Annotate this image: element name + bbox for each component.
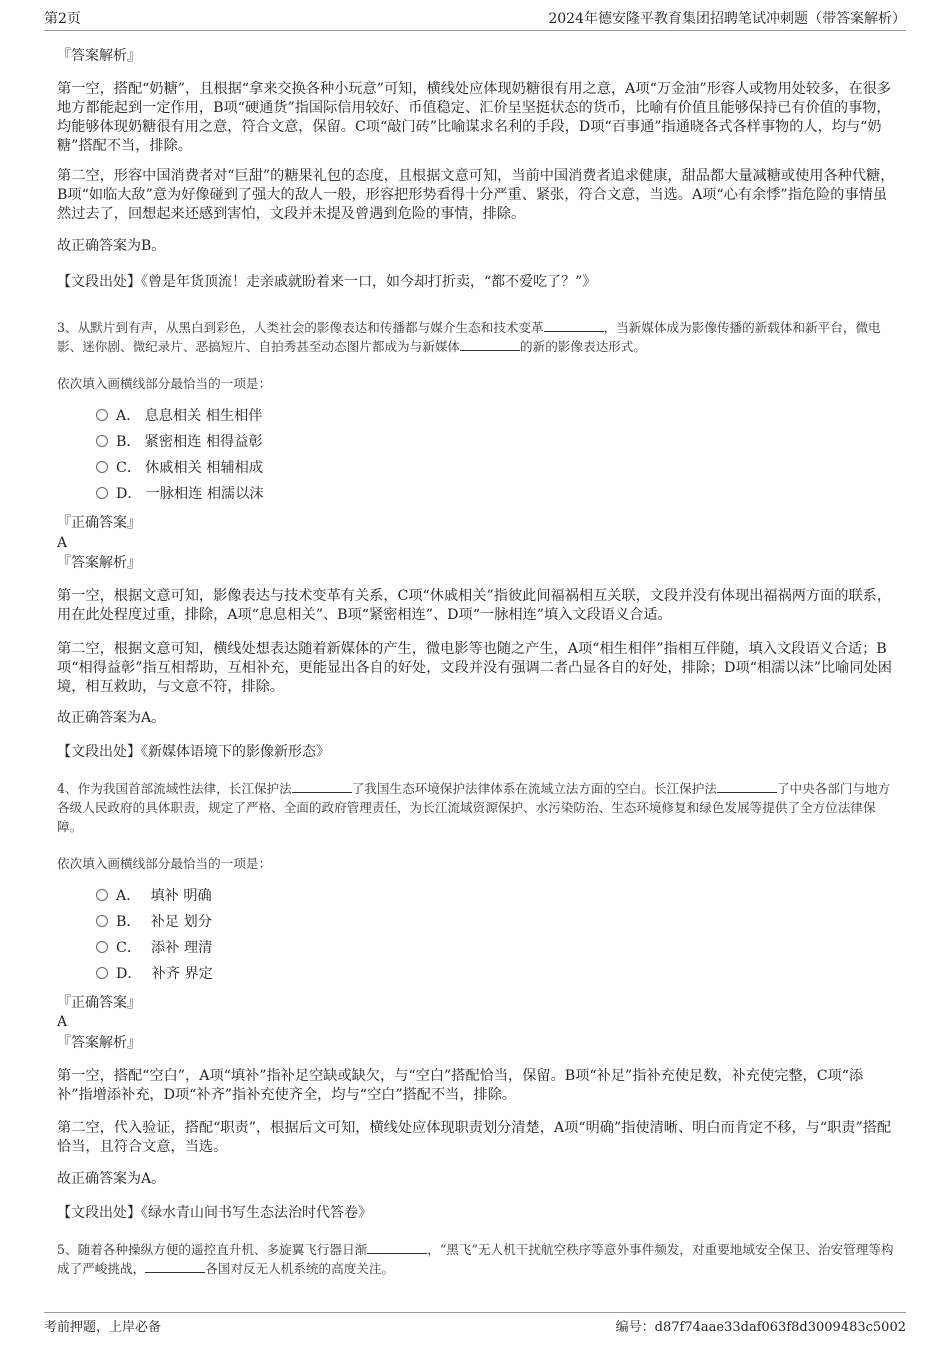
blank [367,1241,427,1254]
radio-icon[interactable] [96,487,108,499]
q4-option-d[interactable]: D． 补齐 界定 [96,963,213,985]
radio-icon[interactable] [96,915,108,927]
radio-icon[interactable] [96,967,108,979]
page-header [44,6,906,31]
q3-option-b[interactable]: B． 紧密相连 相得益彰 [96,431,263,453]
q4-option-a[interactable]: A． 填补 明确 [96,885,212,907]
footer-slogan: 考前押题，上岸必备 [44,1320,162,1335]
q4-source: 【文段出处】《绿水青山间书写生态法治时代答卷》 [57,1205,372,1221]
q4-answer-label: 『正确答案』 [57,995,141,1011]
page-number: 第2页 [44,11,81,27]
radio-icon[interactable] [96,941,108,953]
q3-analysis-p1: 第一空，根据文意可知，影像表达与技术变革有关系，C项“休戚相关”指彼此间福祸相互关联，文段并没有体现出福祸两方面的联系，用在此处程度过重，排除，A项“息息相关”、B项“紧密相连”、D项“一脉相连”填入文段语义合适。 [57,588,892,623]
q4-answer: A [57,1014,68,1030]
q2-conclusion: 故正确答案为B。 [57,238,166,254]
q4-stem: 4、作为我国首部流域性法律，长江保护法 了我国生态环境保护法律体系在流域立法方面的空白。长江保护法 了中央各部门与地方各级人民政府的具体职责，规定了严格、全面的政府管理责任，为长江流域资源保护、水污染防治、生态环境修复和绿色发展等提供了全方位法律保障。 [57,781,891,834]
q5-stem: 5、随着各种操纵方便的遥控直升机、多旋翼飞行器日渐 ，“黑飞”无人机干扰航空秩序等意外事件频发，对重要地域安全保卫、治安管理等构成了严峻挑战， 各国对反无人机系统的高度关注。 [57,1242,894,1276]
q4-analysis-p2: 第二空，代入验证，搭配“职责”，根据后文可知，横线处应体现职责划分清楚，A项“明确”指使清晰、明白而肯定不移，与“职责”搭配恰当，且符合文意，当选。 [57,1120,892,1155]
q3-option-c[interactable]: C． 休戚相关 相辅相成 [96,457,263,479]
radio-icon[interactable] [96,409,108,421]
q4-option-b[interactable]: B． 补足 划分 [96,911,212,933]
blank [460,338,520,351]
q3-answer: A [57,535,68,551]
q4-analysis-p1: 第一空，搭配“空白”，A项“填补”指补足空缺或缺欠，与“空白”搭配恰当，保留。B项“补足”指补充使足数，补充使完整，C项“添补”指增添补充，D项“补齐”指补充使齐全，均与“空白”搭配不当，排除。 [57,1068,864,1103]
q3-source: 【文段出处】《新媒体语境下的影像新形态》 [57,744,330,760]
document-title: 2024年德安隆平教育集团招聘笔试冲刺题（带答案解析） [548,11,906,27]
blank [717,780,777,793]
q3-conclusion: 故正确答案为A。 [57,710,166,726]
q3-option-a[interactable]: A． 息息相关 相生相伴 [96,405,262,427]
blank [544,319,604,332]
q4-hint: 依次填入画横线部分最恰当的一项是： [57,856,272,871]
page-footer [44,1312,906,1339]
document-id: 编号：d87f74aae33daf063f8d3009483c5002 [615,1320,906,1335]
blank [292,780,352,793]
q2-analysis-p1: 第一空，搭配“奶糖”，且根据“拿来交换各种小玩意”可知，横线处应体现奶糖很有用之意，A项“万金油”形容人或物用处较多，在很多地方都能起到一定作用，B项“硬通货”指国际信用较好、币值稳定、汇价呈坚挺状态的货币，比喻有价值且能够保持已有价值的事物，均能够体现奶糖很有用之意，符合文意，保留。C项“敲门砖”比喻谋求名利的手段，D项“百事通”指通晓各式各样事物的人，均与“奶糖”搭配不当，排除。 [57,81,892,154]
q4-analysis-label: 『答案解析』 [57,1035,141,1051]
q3-analysis-p2: 第二空，根据文意可知，横线处想表达随着新媒体的产生，微电影等也随之产生，A项“相生相伴”指相互伴随，填入文段语义合适；B项“相得益彰”指互相帮助，互相补充，更能显出各自的好处，文段并没有强调二者凸显各自的好处，排除；D项“相濡以沫”比喻同处困境，相互救助，与文意不符，排除。 [57,641,892,695]
blank [145,1260,205,1273]
q3-stem: 3、从默片到有声，从黑白到彩色，人类社会的影像表达和传播都与媒介生态和技术变革 ，当新媒体成为影像传播的新载体和新平台，微电影、迷你剧、微纪录片、恶搞短片、自拍秀甚至动态图片都成为与新媒体 的新的影像表达形式。 [57,320,881,354]
radio-icon[interactable] [96,435,108,447]
q4-conclusion: 故正确答案为A。 [57,1171,166,1187]
q4-option-c[interactable]: C． 添补 理清 [96,937,212,959]
radio-icon[interactable] [96,461,108,473]
q3-answer-label: 『正确答案』 [57,515,141,531]
q2-analysis-label: 『答案解析』 [57,48,141,64]
q3-option-d[interactable]: D． 一脉相连 相濡以沫 [96,483,264,505]
q3-hint: 依次填入画横线部分最恰当的一项是： [57,376,272,391]
q2-source: 【文段出处】《曾是年货顶流！走亲戚就盼着来一口，如今却打折卖，“都不爱吃了？”》 [57,274,597,290]
q2-analysis-p2: 第二空，形容中国消费者对“巨甜”的糖果礼包的态度，且根据文意可知，当前中国消费者追求健康，甜品都大量减糖或使用各种代糖，B项“如临大敌”意为好像碰到了强大的敌人一般，形容把形势看得十分严重、紧张，符合文意，当选。A项“心有余悸”指危险的事情虽然过去了，回想起来还感到害怕，文段并未提及曾遇到危险的事情，排除。 [57,168,895,222]
radio-icon[interactable] [96,889,108,901]
q3-analysis-label: 『答案解析』 [57,555,141,571]
